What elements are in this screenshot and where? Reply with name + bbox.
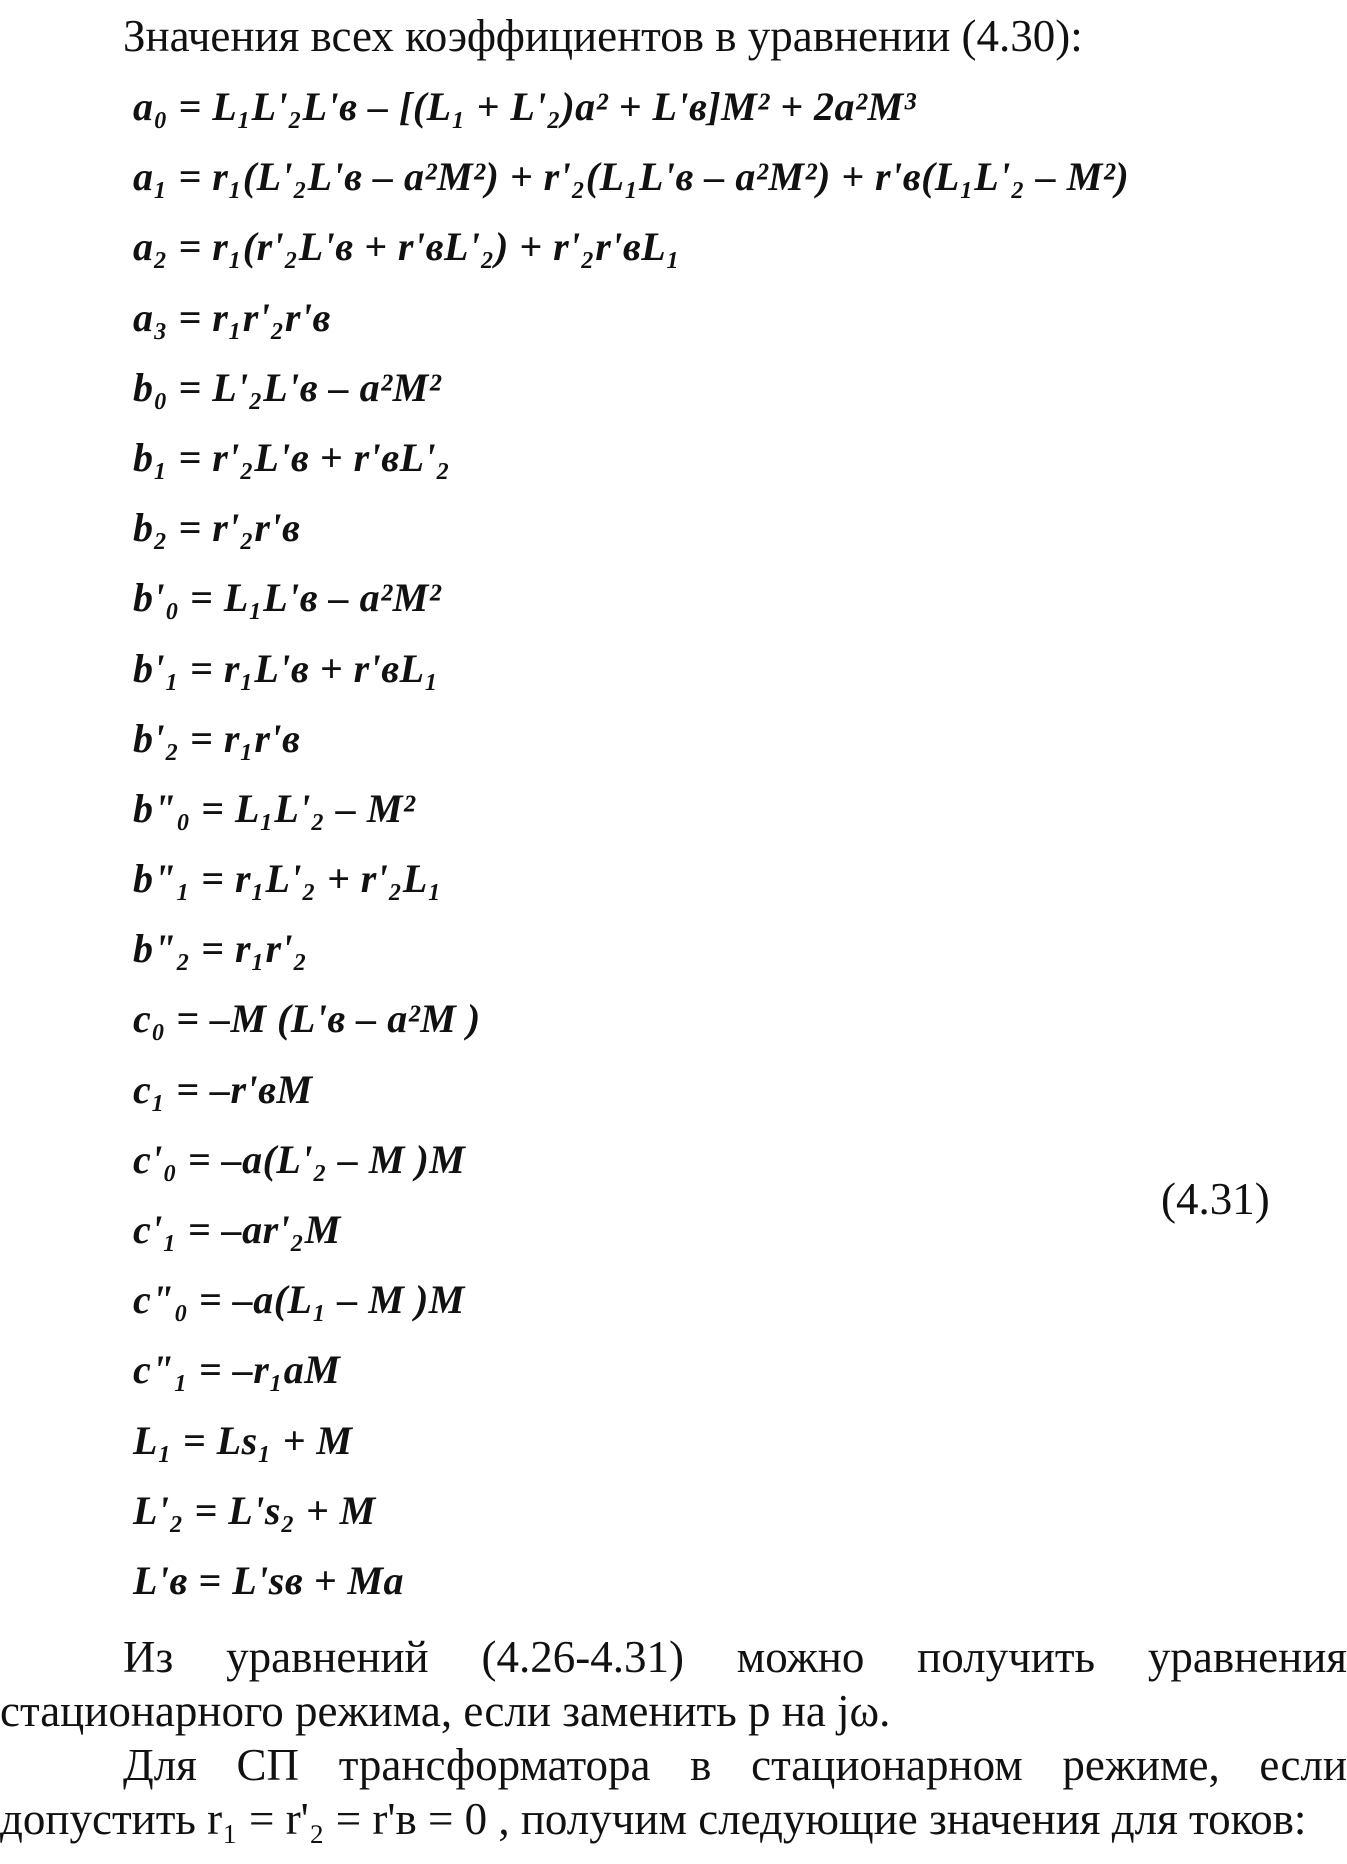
formula-a1: a₁ = r₁(L'₂L'в – a²M²) + r'₂(L₁L'в – a²M²) + r'в(L₁L'₂ – M²) (133, 154, 1130, 200)
intro-text: Значения всех коэффициентов в уравнении (4.30): (123, 11, 1083, 61)
paragraph-line-text: стационарного режима, если заменить р на jω. (0, 1686, 891, 1736)
formula-c0-prime: c'₀ = –a(L'₂ – M )M (133, 1136, 466, 1182)
formula-b1: b₁ = r'₂L'в + r'вL'₂ (133, 434, 451, 480)
paragraph-steady-state (0, 1630, 1347, 1738)
formula-b2-prime: b'₂ = r₁r'в (133, 715, 301, 761)
formula-L1: L₁ = Ls₁ + M (133, 1417, 353, 1463)
equation-number: (4.31) (1161, 1174, 1270, 1224)
paragraph-line-text: Из уравнений (4.26-4.31) можно получить уравнения (123, 1632, 1347, 1682)
paragraph-line (0, 1792, 1347, 1846)
formula-c1: c₁ = –r'вM (133, 1066, 313, 1112)
formula-b0-prime: b'₀ = L₁L'в – a²M² (133, 575, 442, 621)
formula-b1-double-prime: b"₁ = r₁L'₂ + r'₂L₁ (133, 856, 443, 902)
formula-b2: b₂ = r'₂r'в (133, 505, 301, 551)
formula-b0-double-prime: b"₀ = L₁L'₂ – M² (133, 785, 416, 831)
paragraph-line (0, 1630, 1347, 1684)
formula-b0: b₀ = L'₂L'в – a²M² (133, 364, 442, 410)
formula-b2-double-prime: b"₂ = r₁r'₂ (133, 926, 308, 972)
formula-c1-double-prime: c"₁ = –r₁aM (133, 1347, 341, 1393)
coefficient-formulas (133, 72, 1133, 1616)
formula-b1-prime: b'₁ = r₁L'в + r'вL₁ (133, 645, 440, 691)
paragraph-line (0, 1684, 1347, 1738)
formula-L2-prime: L'₂ = L's₂ + M (133, 1487, 376, 1533)
formula-a2: a₂ = r₁(r'₂L'в + r'вL'₂) + r'₂r'вL₁ (133, 224, 681, 270)
formula-c1-prime: c'₁ = –ar'₂M (133, 1207, 341, 1252)
formula-a3: a₃ = r₁r'₂r'в (133, 294, 331, 340)
paragraph-line-text: Для СП трансформатора в стационарном режиме, если (123, 1740, 1347, 1790)
formula-c0: c₀ = –M (L'в – a²M ) (133, 996, 481, 1042)
paragraph-line-text: допустить r₁ = r'₂ = r'в = 0 , получим следующие значения для токов: (0, 1794, 1307, 1844)
paragraph-transformer (0, 1738, 1347, 1846)
formula-Lv-prime: L'в = L'sв + Ma (133, 1557, 405, 1603)
paragraph-line (0, 1738, 1347, 1792)
formula-c0-double-prime: c"₀ = –a(L₁ – M )M (133, 1277, 465, 1323)
formula-a0: a₀ = L₁L'₂L'в – [(L₁ + L'₂)a² + L'в]M² + 2a²M³ (133, 84, 917, 129)
